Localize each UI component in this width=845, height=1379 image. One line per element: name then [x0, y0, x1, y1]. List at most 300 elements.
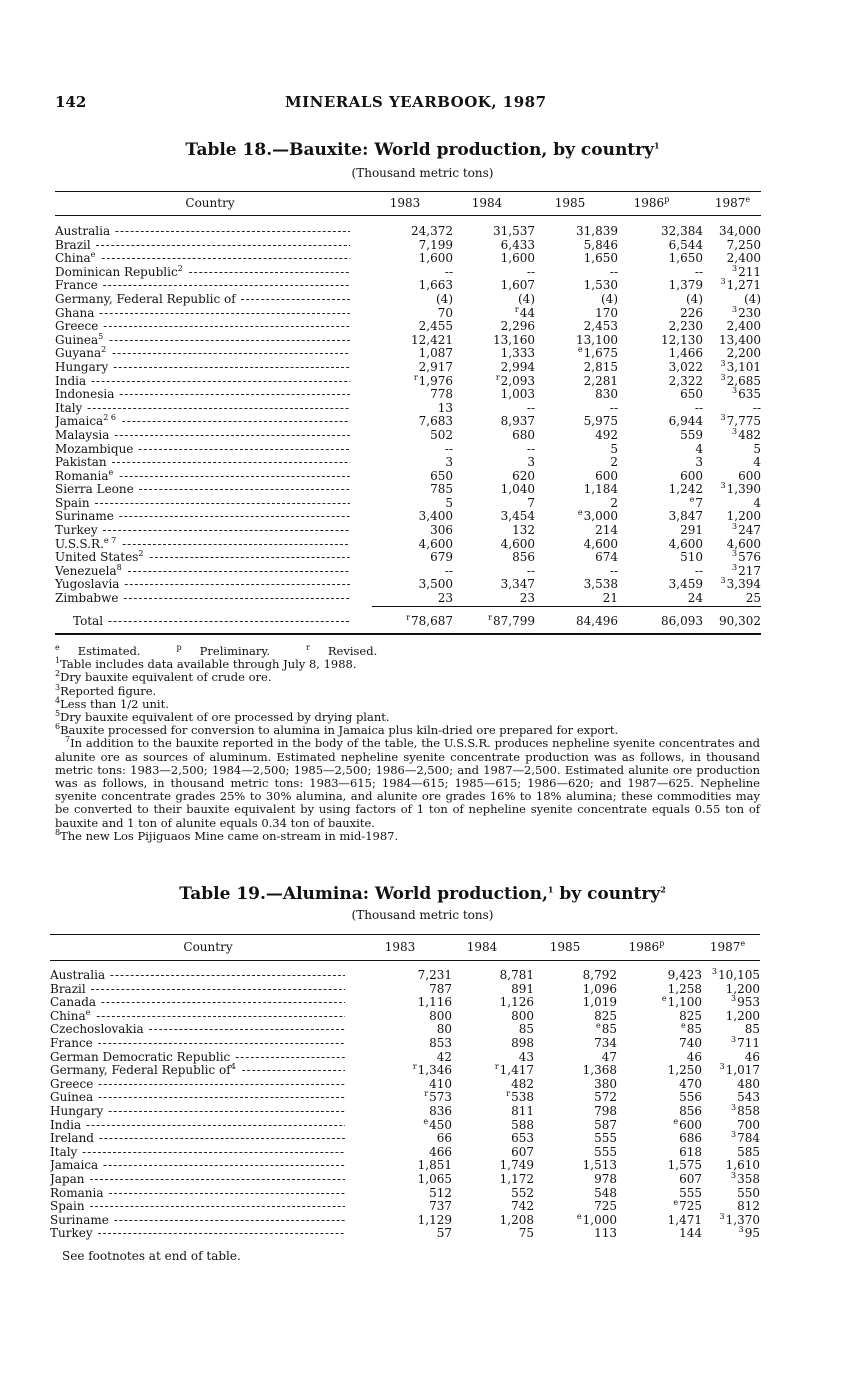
- data-cell: [753, 442, 761, 456]
- table19-body: [50, 968, 760, 1240]
- country-name: [50, 1158, 345, 1172]
- table18-header-rule: [55, 215, 761, 216]
- data-cell: [719, 224, 761, 238]
- data-cell: [511, 1118, 534, 1132]
- country-label: Indonesia: [55, 387, 115, 402]
- data-cell: [419, 414, 453, 428]
- data-cell: [610, 265, 618, 279]
- value: 13,100: [576, 332, 618, 347]
- data-cell: [727, 238, 761, 252]
- value: 4,600: [500, 536, 535, 551]
- value: 214: [595, 523, 618, 538]
- data-cell: [679, 1186, 702, 1200]
- value: 784: [737, 1131, 760, 1146]
- country-label: Australia: [55, 224, 111, 238]
- data-cell: [445, 455, 453, 469]
- data-cell: [501, 251, 535, 265]
- footnote-text: The new Los Pijiguaos Mine came on-stream in mid-1987.: [60, 828, 399, 843]
- data-cell: [511, 1104, 534, 1118]
- country-label: Malaysia: [55, 427, 110, 442]
- data-cell: [695, 455, 703, 469]
- country-name: [50, 1063, 345, 1077]
- country-name: [55, 251, 350, 265]
- value: 113: [594, 1226, 617, 1241]
- data-cell: [732, 306, 761, 320]
- data-cell: [584, 251, 618, 265]
- value: 43: [518, 1049, 534, 1064]
- value: 812: [737, 1199, 760, 1214]
- data-cell: [669, 482, 703, 496]
- data-cell: [679, 1172, 702, 1186]
- data-cell: [418, 1172, 452, 1186]
- value: 585: [737, 1144, 760, 1159]
- legend-item: [306, 644, 395, 658]
- data-cell: [669, 278, 703, 292]
- data-cell: [583, 995, 617, 1009]
- table19-top-rule: [50, 934, 760, 935]
- value: 1,333: [500, 346, 535, 361]
- value: (4): [686, 291, 703, 306]
- value: 607: [511, 1144, 534, 1159]
- value: 1,200: [725, 1008, 760, 1023]
- data-cell: [673, 1199, 702, 1213]
- value: 7: [527, 495, 535, 510]
- footnote-ref: 4: [230, 1063, 236, 1072]
- table19-unit: (Thousand metric tons): [351, 908, 494, 922]
- value-prefix: 3: [719, 1211, 725, 1221]
- data-cell: [732, 387, 761, 401]
- data-cell: [679, 1226, 702, 1240]
- table18-total: [55, 614, 761, 628]
- country-label: Suriname: [55, 509, 114, 524]
- value: 1,003: [500, 387, 535, 402]
- country-name: [50, 1090, 345, 1104]
- value: 1,466: [668, 346, 703, 361]
- country-label: Jamaica: [50, 1158, 99, 1173]
- country-name: [50, 1186, 345, 1200]
- value: 1,346: [417, 1063, 452, 1078]
- data-cell: [731, 995, 760, 1009]
- country-label: India: [55, 373, 87, 388]
- value: 600: [738, 468, 761, 483]
- footnote-ref: 8: [116, 563, 122, 572]
- legend-item: [177, 644, 289, 658]
- country-name: [55, 509, 350, 523]
- data-cell: [511, 982, 534, 996]
- country-name: [50, 968, 345, 982]
- footnote-ref: e: [90, 251, 96, 260]
- value-prefix: 3: [711, 967, 717, 976]
- data-cell: [496, 374, 535, 388]
- data-cell: [737, 1118, 760, 1132]
- value: 830: [595, 387, 618, 402]
- country-name: [55, 455, 350, 469]
- value: 555: [594, 1144, 617, 1159]
- value: 5: [753, 441, 761, 456]
- table19-title: Table 19.—Alumina: World production,$^1$ by country$^2$: [179, 884, 666, 904]
- country-name: [55, 346, 350, 360]
- value: 620: [512, 468, 535, 483]
- country-name: [50, 1022, 345, 1036]
- data-cell: [737, 1186, 760, 1200]
- table-row: [55, 482, 761, 496]
- country-name: [55, 469, 350, 483]
- data-cell: [594, 1131, 617, 1145]
- value-prefix: e: [689, 494, 695, 504]
- value: --: [444, 441, 453, 456]
- value: 5: [445, 495, 453, 510]
- data-cell: [594, 1077, 617, 1091]
- footnote-number: 3: [55, 682, 61, 692]
- country-label: Jamaica: [55, 414, 104, 429]
- country-name: [50, 995, 345, 1009]
- value: 13,160: [493, 332, 535, 347]
- data-cell: [669, 251, 703, 265]
- year-column-header: [370, 940, 430, 954]
- data-cell: [436, 292, 453, 306]
- footnote-number: 5: [55, 709, 61, 719]
- country-name: [55, 319, 350, 333]
- value: 700: [737, 1117, 760, 1132]
- data-cell: [720, 1063, 760, 1077]
- data-cell: [411, 333, 453, 347]
- data-cell: [495, 1063, 534, 1077]
- table-row: [55, 346, 761, 360]
- footnote: [55, 830, 760, 843]
- table-row: [55, 251, 761, 265]
- data-cell: [679, 1145, 702, 1159]
- value: 600: [680, 468, 703, 483]
- data-cell: [527, 265, 535, 279]
- value: 12,421: [411, 332, 453, 347]
- country-label: United States: [55, 550, 139, 565]
- year-label: 1985: [554, 196, 586, 210]
- data-cell: [515, 306, 535, 320]
- value: 1,065: [417, 1171, 452, 1186]
- country-label: U.S.S.R.: [55, 536, 104, 551]
- data-cell: [419, 238, 453, 252]
- value: 1,184: [583, 482, 618, 497]
- value: 4,600: [583, 536, 618, 551]
- status-mark: e: [740, 939, 746, 948]
- data-cell: [721, 374, 761, 388]
- table-row: [55, 591, 761, 605]
- value: 898: [511, 1035, 534, 1050]
- value: 85: [744, 1022, 760, 1037]
- data-cell: [419, 346, 453, 360]
- table-row: [50, 1226, 760, 1240]
- country-label: China: [50, 1008, 86, 1023]
- value: 5,846: [583, 237, 618, 252]
- country-name: [55, 523, 350, 537]
- legend-text: Estimated.: [77, 644, 141, 658]
- data-cell: [680, 306, 703, 320]
- data-cell: [584, 278, 618, 292]
- value: 6,944: [668, 414, 703, 429]
- country-name: [55, 360, 350, 374]
- country-label: Brazil: [55, 237, 91, 252]
- value: 725: [594, 1199, 617, 1214]
- year-column-header: [617, 940, 677, 954]
- data-cell: [721, 414, 761, 428]
- country-label: Italy: [50, 1144, 78, 1159]
- value-prefix: e: [423, 1116, 429, 1126]
- data-cell: [594, 1226, 617, 1240]
- data-cell: [501, 360, 535, 374]
- country-name: [50, 1213, 345, 1227]
- data-cell: [610, 442, 618, 456]
- value: 686: [679, 1131, 702, 1146]
- year-label: 1986: [628, 940, 660, 954]
- footnote-ref: e: [108, 468, 114, 477]
- value-prefix: e: [680, 1021, 686, 1031]
- country-label: France: [50, 1035, 93, 1050]
- data-cell: [430, 428, 453, 442]
- data-cell: [721, 577, 761, 591]
- data-cell: [429, 1186, 452, 1200]
- value: 2,994: [500, 359, 535, 374]
- value: 1,087: [418, 346, 453, 361]
- value-prefix: 3: [732, 426, 738, 436]
- data-cell: [661, 333, 703, 347]
- value: 2,685: [726, 373, 761, 388]
- value: 502: [430, 427, 453, 442]
- value-prefix: r: [412, 1062, 417, 1072]
- value: 853: [429, 1035, 452, 1050]
- value: 607: [679, 1171, 702, 1186]
- data-cell: [595, 550, 618, 564]
- table-row: [55, 306, 761, 320]
- value: 4: [695, 441, 703, 456]
- table-row: [50, 1036, 760, 1050]
- data-cell: [584, 374, 618, 388]
- value-prefix: r: [506, 1089, 511, 1099]
- data-cell: [737, 1090, 760, 1104]
- value: 2: [610, 455, 618, 470]
- data-cell: [669, 360, 703, 374]
- country-column-header: Country: [185, 196, 235, 210]
- table-row: [55, 333, 761, 347]
- data-cell: [695, 401, 703, 415]
- value: --: [526, 264, 535, 279]
- footnote-ref: 2 6: [103, 414, 116, 423]
- country-label: Hungary: [50, 1103, 104, 1118]
- value: 144: [679, 1226, 702, 1241]
- value: 510: [680, 550, 703, 565]
- table-row: [50, 1158, 760, 1172]
- value: 1,851: [417, 1158, 452, 1173]
- data-cell: [500, 1158, 534, 1172]
- data-cell: [501, 278, 535, 292]
- data-cell: [520, 591, 535, 605]
- value: 95: [744, 1226, 760, 1241]
- value: 66: [436, 1131, 452, 1146]
- table-row: [55, 496, 761, 510]
- value: 4,600: [726, 536, 761, 551]
- table-row: [55, 455, 761, 469]
- data-cell: [423, 1118, 452, 1132]
- value: 247: [738, 523, 761, 538]
- data-cell: [668, 1213, 702, 1227]
- country-name: [55, 306, 350, 320]
- data-cell: [594, 1186, 617, 1200]
- data-cell: [527, 401, 535, 415]
- value: --: [444, 563, 453, 578]
- data-cell: [712, 968, 760, 982]
- country-label: Japan: [50, 1171, 85, 1186]
- data-cell: [429, 1009, 452, 1023]
- value: 737: [429, 1199, 452, 1214]
- value: 306: [430, 523, 453, 538]
- value-prefix: r: [488, 613, 492, 622]
- data-cell: [584, 360, 618, 374]
- value: 84,496: [576, 614, 618, 628]
- data-cell: [429, 1077, 452, 1091]
- data-cell: [501, 537, 535, 551]
- data-cell: [731, 1131, 760, 1145]
- value-prefix: 3: [719, 1062, 725, 1072]
- value: 6,433: [500, 237, 535, 252]
- data-cell: [695, 442, 703, 456]
- value: 5,975: [583, 414, 618, 429]
- table-row: [55, 469, 761, 483]
- country-name: [55, 224, 350, 238]
- value: 825: [594, 1008, 617, 1023]
- year-label: 1984: [471, 196, 503, 210]
- value: 725: [679, 1199, 702, 1214]
- footnote-text: Bauxite processed for conversion to alumina in Jamaica plus kiln-dried ore prepared for export.: [60, 723, 619, 738]
- year-column-header: [622, 196, 682, 210]
- value: 3,538: [583, 577, 618, 592]
- value: 555: [679, 1185, 702, 1200]
- value-prefix: r: [514, 304, 519, 314]
- value: 7,199: [418, 237, 453, 252]
- value: 480: [737, 1076, 760, 1091]
- value: 3,459: [668, 577, 703, 592]
- data-cell: [738, 469, 761, 483]
- table-row: [50, 1145, 760, 1159]
- value: 588: [511, 1117, 534, 1132]
- value: 1,749: [499, 1158, 534, 1173]
- data-cell: [595, 387, 618, 401]
- data-cell: [721, 360, 761, 374]
- data-cell: [501, 387, 535, 401]
- value: 1,417: [499, 1063, 534, 1078]
- country-name: [50, 1226, 345, 1240]
- value: --: [526, 441, 535, 456]
- country-label: Greece: [55, 319, 99, 334]
- country-label: Ghana: [55, 305, 95, 320]
- value: 2,281: [583, 373, 618, 388]
- value: 600: [595, 468, 618, 483]
- value: 211: [738, 264, 761, 279]
- value: 600: [679, 1117, 702, 1132]
- value: 13,400: [719, 332, 761, 347]
- data-cell: [511, 1145, 534, 1159]
- value: 572: [594, 1090, 617, 1105]
- value: 13: [437, 400, 453, 415]
- data-cell: [680, 550, 703, 564]
- value: 1,208: [499, 1212, 534, 1227]
- value: 57: [436, 1226, 452, 1241]
- country-name: [55, 374, 350, 388]
- value: 552: [511, 1185, 534, 1200]
- data-cell: [668, 968, 702, 982]
- value: 75: [518, 1226, 534, 1241]
- value: 8,792: [582, 968, 617, 982]
- country-name: [55, 496, 350, 510]
- data-cell: [732, 523, 761, 537]
- footnote-ref: e 7: [103, 536, 117, 545]
- data-cell: [583, 968, 617, 982]
- footnote-number: 7: [65, 735, 71, 745]
- data-cell: [500, 1213, 534, 1227]
- data-cell: [511, 1009, 534, 1023]
- data-cell: [679, 1077, 702, 1091]
- value: (4): [744, 291, 761, 306]
- footnote-number: 1: [55, 656, 61, 666]
- data-cell: [731, 1172, 760, 1186]
- value: --: [694, 563, 703, 578]
- data-cell: [732, 428, 761, 442]
- value: 358: [737, 1171, 760, 1186]
- value: 85: [518, 1022, 534, 1037]
- data-cell: [437, 1131, 452, 1145]
- footnote-text: Reported figure.: [60, 683, 157, 698]
- table-row: [50, 1050, 760, 1064]
- value: 86,093: [661, 614, 703, 628]
- value: 2,296: [500, 319, 535, 334]
- value: 226: [680, 305, 703, 320]
- country-name: [55, 614, 350, 628]
- country-label: Sierra Leone: [55, 482, 134, 497]
- country-name: [55, 401, 350, 415]
- data-cell: [501, 577, 535, 591]
- status-mark: e: [745, 195, 751, 204]
- value: 650: [430, 468, 453, 483]
- value-prefix: 3: [731, 1102, 737, 1112]
- value: 573: [429, 1090, 452, 1105]
- value: 4,600: [668, 536, 703, 551]
- year-label: 1983: [384, 940, 416, 954]
- data-cell: [512, 523, 535, 537]
- table-row: [55, 319, 761, 333]
- country-label: Total: [73, 614, 104, 628]
- value-prefix: e: [577, 345, 583, 355]
- value: 3,454: [500, 509, 535, 524]
- country-label: China: [55, 251, 91, 266]
- data-cell: [500, 1172, 534, 1186]
- data-cell: [519, 1226, 534, 1240]
- value: 891: [511, 981, 534, 996]
- value: 1,200: [726, 509, 761, 524]
- data-cell: [668, 1158, 702, 1172]
- data-cell: [584, 577, 618, 591]
- data-cell: [445, 496, 453, 510]
- value: 34,000: [719, 224, 761, 238]
- value: 132: [512, 523, 535, 538]
- country-label: Mozambique: [55, 441, 134, 456]
- data-cell: [500, 995, 534, 1009]
- legend-text: Revised.: [327, 644, 378, 658]
- value: 1,471: [667, 1212, 702, 1227]
- footnote-text: In addition to the bauxite reported in the body of the table, the U.S.S.R. produces nepheline syenite concentrates and alunite ore as sources of aluminum. Estimated nepheline syenite concentrate production was as follows, in thousand metric tons: 1983—2,500; 1984—2,500; 1985—2,500; 1986—2,500; and 1987—2,500. Estimated alunite ore production was as follows, in thousand metric tons: 1983—615; 1984—615; 1985—615; 1986—620; and 1987—625. Nepheline syenite concentrate grades 25% to 30% alumina, and alunite ore grades 16% to 18% alumina; these commodities may be converted to their bauxite equivalent by using factors of 1 ton of nepheline syenite concentrate equals 0.55 ton of bauxite and 1 ton of alunite equals 0.34 ton of bauxite.: [55, 736, 760, 830]
- data-cell: [527, 442, 535, 456]
- data-cell: [669, 346, 703, 360]
- value: 44: [519, 305, 535, 320]
- data-cell: [737, 1145, 760, 1159]
- value-prefix: e: [661, 994, 667, 1004]
